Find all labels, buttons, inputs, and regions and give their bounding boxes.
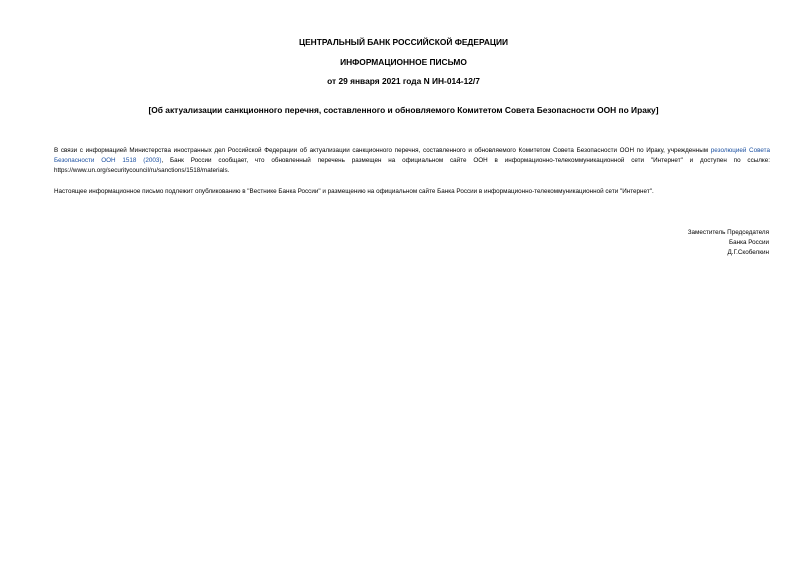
document-subject: [Об актуализации санкционного перечня, составленного и обновляемого Комитетом Совета Безопасности ООН по Ираку] xyxy=(148,105,659,115)
issuer-heading: ЦЕНТРАЛЬНЫЙ БАНК РОССИЙСКОЙ ФЕДЕРАЦИИ xyxy=(298,37,509,47)
paragraph-2: Настоящее информационное письмо подлежит опубликованию в "Вестнике Банка России" и размещению на официальном сайте Банка России в информационно-телекоммуникационной сети "Интернет". xyxy=(54,188,654,195)
paragraph-1-text-end: , Банк России сообщает, что обновленный перечень размещен на официальном сайте ООН в информационно-телекоммуникационной сети "Интернет" и доступен по ссылке: https://www.un.org/securitycouncil/ru/sanctions/1518/materials. xyxy=(54,157,770,174)
resolution-link[interactable]: резолюцией Совета Безопасности ООН 1518 (2003) xyxy=(54,147,770,164)
signature-name: Д.Г.Скобелкин xyxy=(727,249,769,256)
signature-organization: Банка России xyxy=(728,239,769,246)
document-type-heading: ИНФОРМАЦИОННОЕ ПИСЬМО xyxy=(340,57,467,67)
paragraph-1-text-start: В связи с информацией Министерства иностранных дел Российской Федерации об актуализации санкционного перечня, составленного и обновляемого Комитетом Совета Безопасности ООН по Ираку, учрежденным xyxy=(54,147,711,154)
document-date-number: от 29 января 2021 года N ИН-014-12/7 xyxy=(327,76,480,86)
signature-position: Заместитель Председателя xyxy=(687,229,769,236)
paragraph-1 xyxy=(54,146,770,176)
